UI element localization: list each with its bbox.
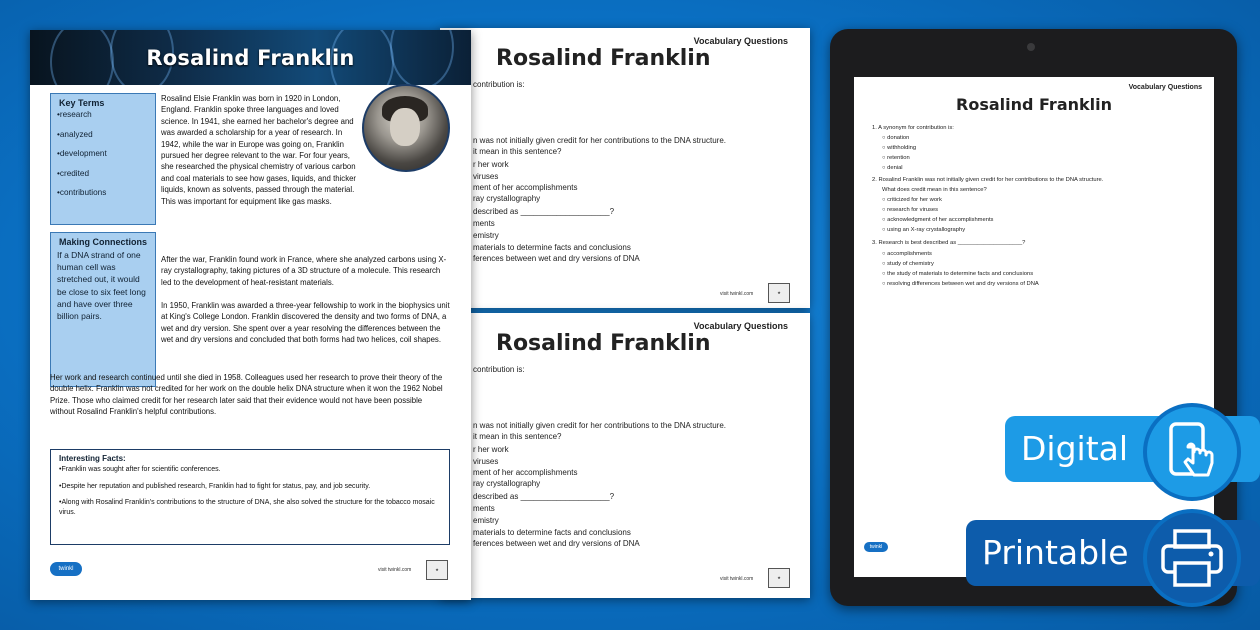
interesting-facts-box <box>50 449 450 545</box>
worksheet-line: emistry <box>473 231 499 240</box>
worksheet-line: ments <box>473 504 495 513</box>
key-term: • analyzed <box>57 130 155 150</box>
option-label: using an X-ray crystallography <box>887 227 966 233</box>
option-label: withholding <box>887 145 917 151</box>
worksheet-line: ferences between wet and dry versions of DNA <box>473 254 640 263</box>
fact-item: • Despite her reputation and published research, Franklin had to fight for status, pay, and job security. <box>59 482 449 492</box>
badge-icon: ★ <box>768 283 790 303</box>
paragraph-1a <box>161 93 357 207</box>
badge-icon: ★ <box>426 560 448 580</box>
worksheet-line: described as ____________________? <box>473 492 615 501</box>
fact-item: • Along with Rosalind Franklin's contributions to the structure of DNA, she also solved the structure for the tobacco mosaic virus. <box>59 498 449 517</box>
answer-option[interactable]: ○ retention <box>882 155 910 161</box>
question: 3. Research is best described as ____________________? <box>872 240 1026 246</box>
option-label: denial <box>887 165 903 171</box>
worksheet-line: r her work <box>473 160 509 169</box>
key-terms-heading: Key Terms <box>59 98 105 108</box>
making-connections-heading: Making Connections <box>59 237 148 247</box>
worksheet-line: ment of her accomplishments <box>473 183 578 192</box>
worksheet-line: viruses <box>473 172 499 181</box>
question: 2. Rosalind Franklin was not initially given credit for her contributions to the DNA structure. <box>872 177 1104 183</box>
option-label: donation <box>887 135 910 141</box>
answer-option[interactable]: ○ denial <box>882 165 903 171</box>
making-connections-box <box>50 232 156 387</box>
worksheet-line: n was not initially given credit for her contributions to the DNA structure. <box>473 136 727 145</box>
worksheet-line: viruses <box>473 457 499 466</box>
option-label: study of chemistry <box>887 261 934 267</box>
key-terms-box <box>50 93 156 225</box>
option-label: retention <box>887 155 910 161</box>
footer-url: visit twinkl.com <box>720 291 754 297</box>
paragraph-text: Rosalind Elsie Franklin was born in 1920 in London, England. Franklin spoke three languages and loved science. In 1941, she earned her bachelor's degree and was awarded a scholarship for a year of research. In 1942, while the war in Europe was going on, Franklin pursued her degree relevant to the war. For four years, she researched the physical chemistry of various carbon and coal materials to see how gases, liquids, and thicker liquids, known as solvents, passed through the material. This was important for equipment like gas masks. <box>161 94 357 206</box>
badge-icon: ★ <box>768 568 790 588</box>
page-header <box>30 30 471 85</box>
tablet-screen <box>854 77 1214 577</box>
key-term: • contributions <box>57 188 155 208</box>
option-label: accomplishments <box>887 251 932 257</box>
worksheet-page-top <box>440 28 810 308</box>
answer-option[interactable]: ○ criticized for her work <box>882 197 942 203</box>
worksheet-label: Vocabulary Questions <box>693 321 788 331</box>
worksheet-line: ferences between wet and dry versions of DNA <box>473 539 640 548</box>
worksheet-line: described as ____________________? <box>473 207 615 216</box>
key-term: • research <box>57 110 155 130</box>
worksheet-line: it mean in this sentence? <box>473 432 562 441</box>
twinkl-logo: twinkl <box>50 562 82 576</box>
worksheet-line: ray crystallography <box>473 479 541 488</box>
worksheet-title: Rosalind Franklin <box>496 331 711 356</box>
worksheet-title: Rosalind Franklin <box>496 46 711 71</box>
page-title: Rosalind Franklin <box>146 46 355 70</box>
worksheet-line: ments <box>473 219 495 228</box>
paragraph-2: After the war, Franklin found work in France, where she analyzed carbons using X-ray crystallography, taking pictures of a 3D structure of a molecule. This research led to the development of heat-resistant materials. <box>161 255 447 287</box>
portrait-photo <box>362 84 450 172</box>
paragraph-4: Her work and research continued until she died in 1958. Colleagues used her research to prove their theory of the double helix. Franklin was not credited for her work on the double helix DNA structure when it won the 1962 Nobel Prize. Those who claimed credit for her research later said that their evidence would not have been possible without Rosalind Franklin's helpful contributions. <box>50 373 443 417</box>
twinkl-logo: twinkl <box>864 542 888 552</box>
question-subtext: What does credit mean in this sentence? <box>882 187 987 193</box>
making-connections-text: If a DNA strand of one human cell was stretched out, it would be close to six feet long and have over three billion pairs. <box>57 250 146 322</box>
answer-option[interactable]: ○ withholding <box>882 145 917 151</box>
worksheet-label: Vocabulary Questions <box>693 36 788 46</box>
answer-option[interactable]: ○ accomplishments <box>882 251 932 257</box>
answer-option[interactable]: ○ resolving differences between wet and dry versions of DNA <box>882 281 1039 287</box>
paragraph-3: In 1950, Franklin was awarded a three-year fellowship to work in the biophysics unit at King's College London. Franklin discovered the density and two forms of DNA, a wet and dry version. She spent over a year resolving the differences between the wet and dry versions and concluded that both forms had two helices, coil shapes. <box>161 301 450 345</box>
worksheet-line: ray crystallography <box>473 194 541 203</box>
footer-url: visit twinkl.com <box>720 576 754 582</box>
tablet-worksheet-label: Vocabulary Questions <box>1128 84 1202 91</box>
worksheet-line: contribution is: <box>473 80 525 89</box>
printer-icon[interactable] <box>1143 509 1241 607</box>
worksheet-line: it mean in this sentence? <box>473 147 562 156</box>
option-label: the study of materials to determine facts and conclusions <box>887 271 1034 277</box>
digital-label: Digital <box>1021 429 1129 468</box>
answer-option[interactable]: ○ research for viruses <box>882 207 939 213</box>
footer-url: visit twinkl.com <box>378 567 412 573</box>
worksheet-line: n was not initially given credit for her contributions to the DNA structure. <box>473 421 727 430</box>
facts-heading: Interesting Facts: <box>59 454 126 463</box>
worksheet-line: materials to determine facts and conclusions <box>473 243 631 252</box>
answer-option[interactable]: ○ the study of materials to determine facts and conclusions <box>882 271 1034 277</box>
answer-option[interactable]: ○ acknowledgment of her accomplishments <box>882 217 994 223</box>
key-term: • development <box>57 149 155 169</box>
printable-label: Printable <box>982 533 1129 572</box>
worksheet-line: contribution is: <box>473 365 525 374</box>
answer-option[interactable]: ○ donation <box>882 135 910 141</box>
option-label: research for viruses <box>887 207 939 213</box>
question: 1. A synonym for contribution is: <box>872 125 954 131</box>
option-label: criticized for her work <box>887 197 942 203</box>
worksheet-line: r her work <box>473 445 509 454</box>
key-term: • credited <box>57 169 155 189</box>
tablet-touch-icon[interactable] <box>1143 403 1241 501</box>
reading-page <box>30 30 471 600</box>
answer-option[interactable]: ○ using an X-ray crystallography <box>882 227 966 233</box>
fact-item: • Franklin was sought after for scientific conferences. <box>59 465 449 475</box>
worksheet-line: ment of her accomplishments <box>473 468 578 477</box>
option-label: resolving differences between wet and dry versions of DNA <box>887 281 1039 287</box>
answer-option[interactable]: ○ study of chemistry <box>882 261 934 267</box>
worksheet-line: materials to determine facts and conclusions <box>473 528 631 537</box>
tablet-worksheet-title: Rosalind Franklin <box>956 95 1112 114</box>
option-label: acknowledgment of her accomplishments <box>887 217 994 223</box>
camera-icon <box>1027 43 1035 51</box>
worksheet-page-bottom <box>440 313 810 598</box>
worksheet-line: emistry <box>473 516 499 525</box>
